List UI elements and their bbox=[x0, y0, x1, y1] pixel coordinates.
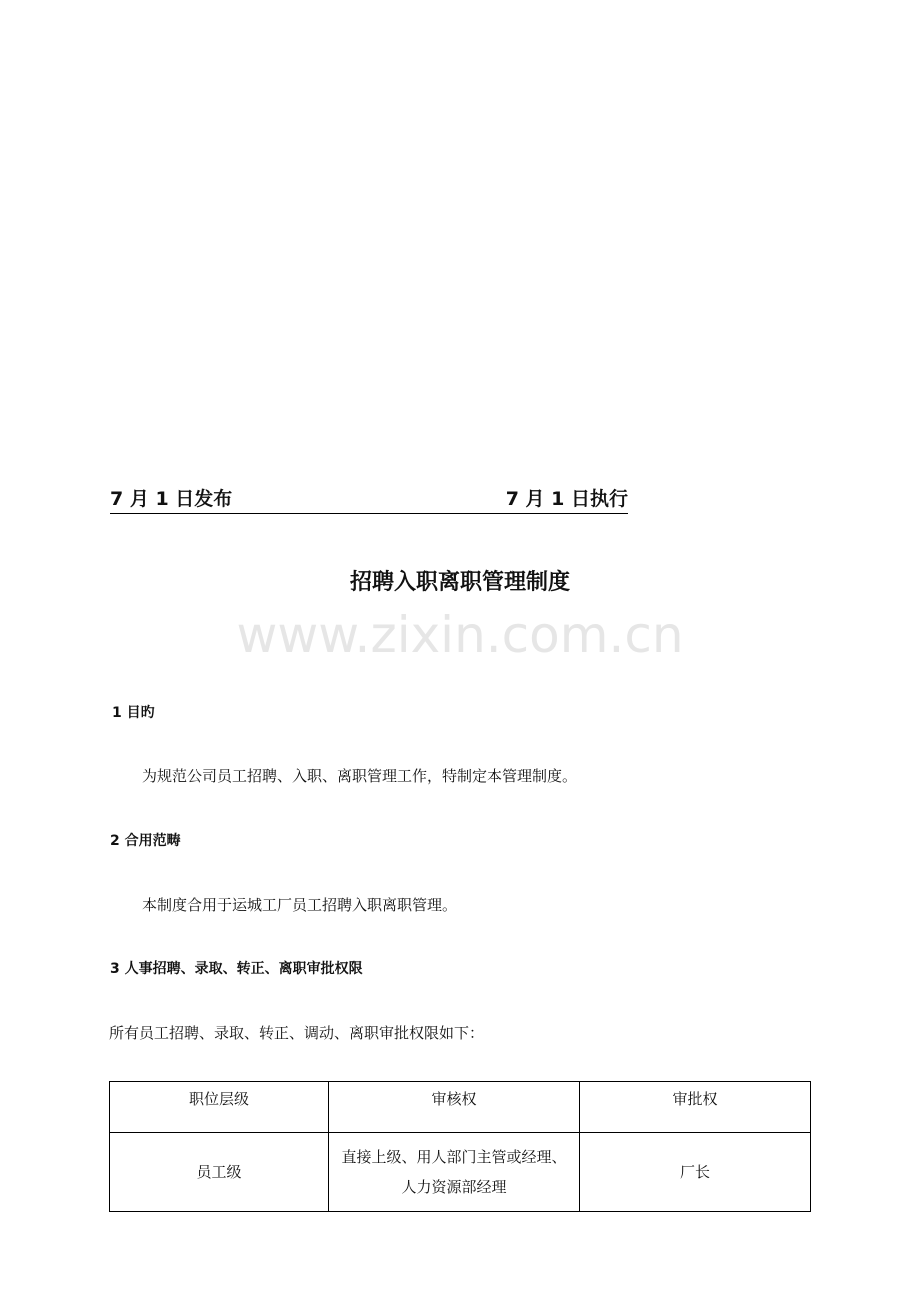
document-title: 招聘入职离职管理制度 bbox=[349, 570, 570, 595]
section-body-approval: 所有员工招聘、录取、转正、调动、离职审批权限如下： bbox=[109, 1024, 485, 1042]
publish-date: 7 月 1 日发布 bbox=[110, 488, 233, 510]
effective-date: 7 月 1 日执行 bbox=[505, 488, 628, 510]
header-approval-authority: 审批权 bbox=[580, 1082, 811, 1133]
review-line-2: 人力资源部经理 bbox=[401, 1178, 507, 1196]
header-position-level: 职位层级 bbox=[110, 1082, 329, 1133]
review-line-1: 直接上级、用人部门主管或经理、 bbox=[341, 1148, 567, 1166]
section-heading-purpose: 1 目旳 bbox=[112, 705, 155, 721]
publish-dates-line bbox=[110, 486, 628, 514]
table-row bbox=[110, 1133, 811, 1212]
section-body-scope: 本制度合用于运城工厂员工招聘入职离职管理。 bbox=[142, 896, 458, 914]
section-heading-scope: 2 合用范畴 bbox=[110, 833, 181, 849]
section-heading-approval: 3 人事招聘、录取、转正、离职审批权限 bbox=[110, 961, 363, 977]
cell-review-authority bbox=[329, 1133, 580, 1212]
cell-position-level: 员工级 bbox=[110, 1133, 329, 1212]
table-header-row bbox=[110, 1082, 811, 1133]
cell-approval-authority: 厂长 bbox=[580, 1133, 811, 1212]
approval-authority-table bbox=[109, 1081, 811, 1212]
header-review-authority: 审核权 bbox=[329, 1082, 580, 1133]
watermark: www.zixin.com.cn bbox=[236, 606, 684, 664]
section-body-purpose: 为规范公司员工招聘、入职、离职管理工作，特制定本管理制度。 bbox=[142, 767, 578, 785]
